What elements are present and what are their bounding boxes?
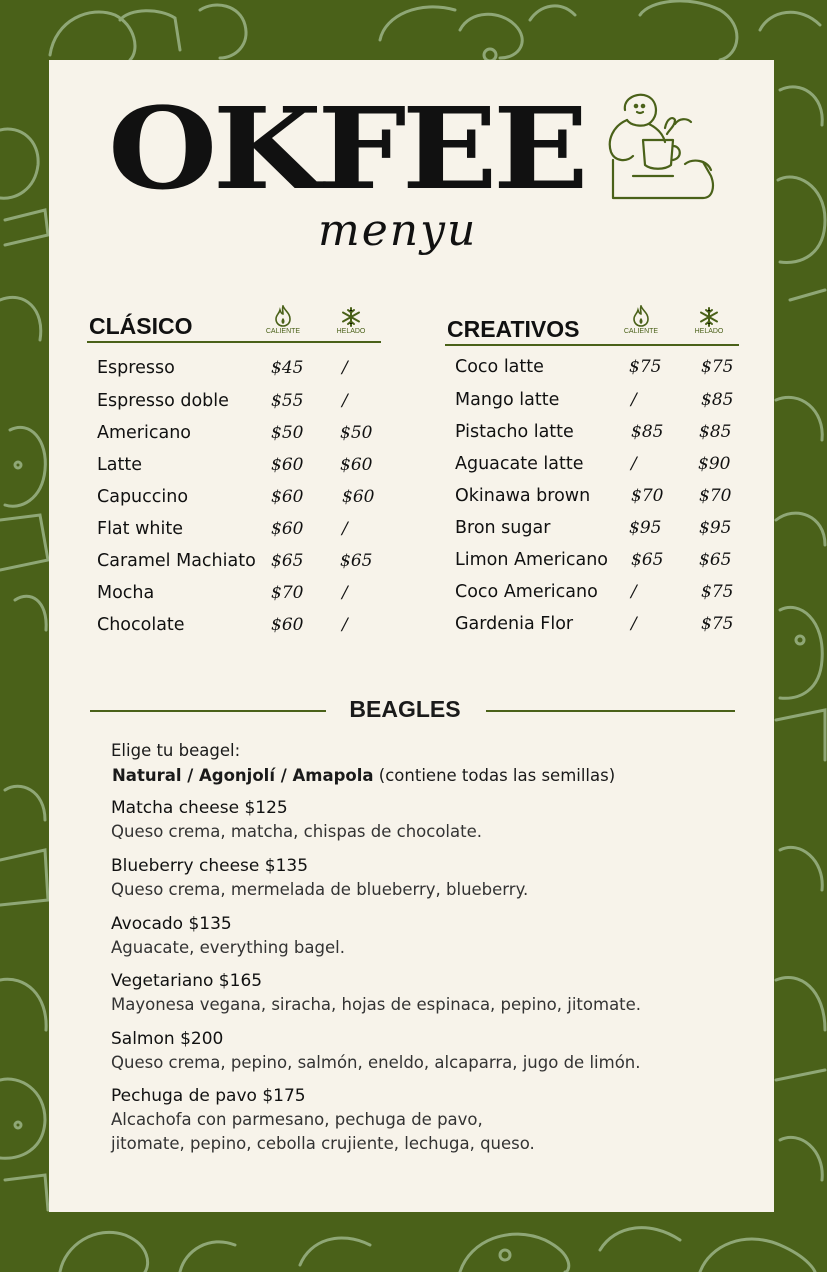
bagel-description: Queso crema, pepino, salmón, eneldo, alcaparra, jugo de limón. bbox=[111, 1053, 641, 1072]
item-hot-price: / bbox=[631, 582, 637, 602]
snowflake-icon bbox=[699, 307, 719, 327]
item-hot-price: / bbox=[631, 454, 637, 474]
clasico-hot-header bbox=[258, 305, 308, 335]
clasico-hot-label: CALIENTE bbox=[265, 328, 301, 335]
menu-item bbox=[97, 423, 387, 451]
item-name: Capuccino bbox=[97, 487, 189, 507]
menu-item bbox=[455, 582, 745, 610]
bagel-item bbox=[111, 1086, 731, 1156]
item-name: Mocha bbox=[97, 583, 155, 603]
bagel-item bbox=[111, 971, 731, 1017]
creativos-cold-label: HELADO bbox=[694, 328, 724, 335]
item-hot-price: $60 bbox=[271, 615, 304, 635]
creativos-title: CREATIVOS bbox=[447, 316, 580, 342]
creativos-cold-header bbox=[684, 307, 734, 335]
item-hot-price: $60 bbox=[271, 519, 304, 539]
menu-item bbox=[97, 583, 387, 611]
menu-item bbox=[455, 390, 745, 418]
item-hot-price: $50 bbox=[271, 423, 304, 443]
item-name: Okinawa brown bbox=[455, 486, 591, 506]
item-cold-price: $65 bbox=[699, 550, 732, 570]
beagles-divider-left bbox=[90, 710, 326, 712]
item-cold-price: / bbox=[342, 583, 348, 603]
menu-item bbox=[97, 455, 387, 483]
item-cold-price: $75 bbox=[701, 614, 734, 634]
item-cold-price: $50 bbox=[340, 423, 373, 443]
creativos-hot-header bbox=[616, 305, 666, 335]
item-name: Flat white bbox=[97, 519, 183, 539]
bagel-description: Alcachofa con parmesano, pechuga de pavo, bbox=[111, 1110, 483, 1129]
bagel-types: Natural / Agonjolí / Amapola bbox=[112, 766, 374, 785]
item-name: Limon Americano bbox=[455, 550, 609, 570]
item-name: Coco Americano bbox=[455, 582, 598, 602]
item-name: Latte bbox=[97, 455, 142, 475]
item-hot-price: $45 bbox=[271, 358, 304, 378]
item-cold-price: / bbox=[342, 391, 348, 411]
item-cold-price: $85 bbox=[701, 390, 734, 410]
bagel-description: Aguacate, everything bagel. bbox=[111, 938, 345, 957]
bagel-title: Matcha cheese $125 bbox=[111, 798, 288, 818]
menu-item bbox=[455, 550, 745, 578]
item-name: Americano bbox=[97, 423, 191, 443]
item-cold-price: $75 bbox=[701, 357, 734, 377]
item-cold-price: $85 bbox=[699, 422, 732, 442]
menu-item bbox=[97, 391, 387, 419]
menu-item bbox=[97, 487, 387, 515]
clasico-list bbox=[97, 358, 387, 648]
bagel-description: Mayonesa vegana, siracha, hojas de espinaca, pepino, jitomate. bbox=[111, 995, 642, 1014]
bagel-types-note: (contiene todas las semillas) bbox=[378, 766, 616, 785]
menu-item bbox=[97, 519, 387, 547]
bagel-title: Avocado $135 bbox=[111, 914, 232, 934]
item-hot-price: $85 bbox=[631, 422, 664, 442]
clasico-cold-label: HELADO bbox=[336, 328, 366, 335]
item-name: Espresso bbox=[97, 358, 175, 378]
item-hot-price: $70 bbox=[631, 486, 664, 506]
item-cold-price: $75 bbox=[701, 582, 734, 602]
bagel-title: Vegetariano $165 bbox=[111, 971, 263, 991]
creativos-divider bbox=[445, 344, 739, 346]
clasico-divider bbox=[87, 341, 381, 343]
item-cold-price: $60 bbox=[342, 487, 375, 507]
item-name: Chocolate bbox=[97, 615, 185, 635]
item-cold-price: $95 bbox=[699, 518, 732, 538]
menu-item bbox=[97, 551, 387, 579]
item-hot-price: / bbox=[631, 390, 637, 410]
menu-item bbox=[455, 357, 745, 385]
item-hot-price: $75 bbox=[629, 357, 662, 377]
item-cold-price: / bbox=[342, 519, 348, 539]
item-cold-price: $60 bbox=[340, 455, 373, 475]
beagles-intro: Elige tu beagel: bbox=[111, 741, 241, 760]
beagles-divider-right bbox=[486, 710, 735, 712]
mascot-coffee-icon bbox=[603, 90, 723, 210]
item-name: Espresso doble bbox=[97, 391, 229, 411]
item-name: Mango latte bbox=[455, 390, 560, 410]
menu-item bbox=[455, 518, 745, 546]
clasico-title: CLÁSICO bbox=[89, 313, 193, 339]
item-name: Aguacate latte bbox=[455, 454, 584, 474]
clasico-cold-header bbox=[326, 307, 376, 335]
item-name: Bron sugar bbox=[455, 518, 551, 538]
bagel-description: Queso crema, matcha, chispas de chocolate. bbox=[111, 822, 482, 841]
beagles-options bbox=[112, 766, 615, 785]
item-hot-price: $60 bbox=[271, 455, 304, 475]
menu-item bbox=[97, 615, 387, 643]
menu-item bbox=[455, 422, 745, 450]
bagel-title: Pechuga de pavo $175 bbox=[111, 1086, 306, 1106]
menu-item bbox=[455, 486, 745, 514]
menu-item bbox=[455, 614, 745, 642]
bagel-item bbox=[111, 798, 731, 844]
item-name: Gardenia Flor bbox=[455, 614, 574, 634]
item-hot-price: $95 bbox=[629, 518, 662, 538]
menu-item bbox=[97, 358, 387, 386]
item-name: Coco latte bbox=[455, 357, 544, 377]
flame-icon bbox=[273, 305, 293, 327]
flame-icon bbox=[631, 305, 651, 327]
item-cold-price: / bbox=[342, 358, 348, 378]
bagel-item bbox=[111, 856, 731, 902]
bagel-description-cont: jitomate, pepino, cebolla crujiente, lechuga, queso. bbox=[111, 1134, 535, 1153]
creativos-hot-label: CALIENTE bbox=[623, 328, 659, 335]
beagles-title: BEAGLES bbox=[349, 696, 461, 722]
item-cold-price: $70 bbox=[699, 486, 732, 506]
item-hot-price: $70 bbox=[271, 583, 304, 603]
item-hot-price: / bbox=[631, 614, 637, 634]
item-hot-price: $65 bbox=[631, 550, 664, 570]
bagel-title: Blueberry cheese $135 bbox=[111, 856, 309, 876]
menu-subtitle: menyu bbox=[318, 205, 478, 256]
bagel-title: Salmon $200 bbox=[111, 1029, 224, 1049]
bagel-item bbox=[111, 914, 731, 960]
snowflake-icon bbox=[341, 307, 361, 327]
item-hot-price: $60 bbox=[271, 487, 304, 507]
creativos-list bbox=[455, 357, 745, 647]
item-name: Caramel Machiato bbox=[97, 551, 256, 571]
item-cold-price: $90 bbox=[698, 454, 731, 474]
item-cold-price: $65 bbox=[340, 551, 373, 571]
bagel-description: Queso crema, mermelada de blueberry, blueberry. bbox=[111, 880, 529, 899]
item-hot-price: $55 bbox=[271, 391, 304, 411]
brand-title: OKFEE bbox=[108, 84, 585, 215]
menu-item bbox=[455, 454, 745, 482]
item-cold-price: / bbox=[342, 615, 348, 635]
bagel-item bbox=[111, 1029, 731, 1075]
item-name: Pistacho latte bbox=[455, 422, 574, 442]
item-hot-price: $65 bbox=[271, 551, 304, 571]
